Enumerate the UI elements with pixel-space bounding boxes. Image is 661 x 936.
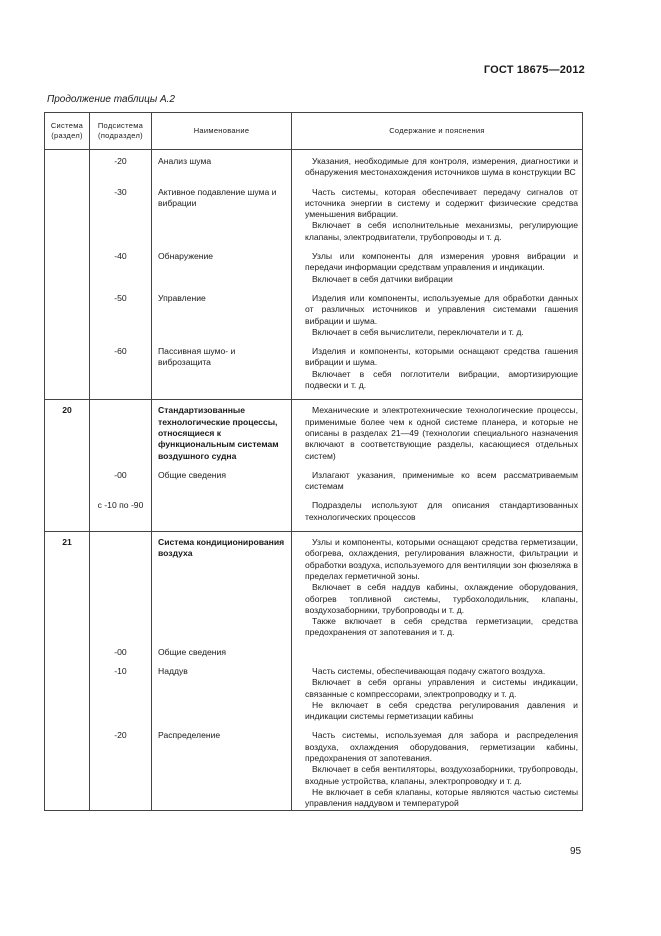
- table-row: [45, 400, 583, 470]
- name-cell: Анализ шума: [152, 150, 292, 187]
- content-paragraph: Включает в себя вентиляторы, воздухозаборники, трубопроводы, входные устройства, клапаны, электропроводку и т. д.: [305, 764, 578, 786]
- column-header-subsystem: Подсистема (подраздел): [90, 113, 152, 150]
- content-cell: [292, 730, 583, 810]
- content-cell: [292, 647, 583, 666]
- table-row: [45, 647, 583, 666]
- content-paragraph: Узлы и компоненты, которыми оснащают средства герметизации, обогрева, охлаждения, регулирования влажности, фильтрации и обработки воздуха, используемого для вентиляции зон фюзеляжа в пределах герметичной зоны.: [305, 537, 578, 581]
- content-paragraph: Включает в себя поглотители вибрации, амортизирующие подвески и т. д.: [305, 368, 578, 391]
- content-cell: [292, 150, 583, 187]
- column-header-name: Наименование: [152, 113, 292, 150]
- content-paragraph: Часть системы, обеспечивающая подачу сжатого воздуха.: [312, 665, 546, 676]
- table-header-row: [45, 113, 583, 150]
- content-paragraph: Также включает в себя средства герметизации, средства предохранения от запотевания и т. д.: [305, 616, 578, 638]
- content-paragraph: Изделия и компоненты, которыми оснащают средства гашения вибрации и шума.: [305, 346, 578, 368]
- system-code-cell: [45, 187, 90, 251]
- table-row: [45, 293, 583, 346]
- content-cell: [292, 346, 583, 400]
- subsystem-code-cell: -50: [90, 293, 152, 346]
- table-row: [45, 251, 583, 293]
- subsystem-code-cell: -20: [90, 730, 152, 810]
- content-cell: [292, 400, 583, 470]
- content-cell: [292, 187, 583, 251]
- content-paragraph: Часть системы, которая обеспечивает передачу сигналов от источника энергии в систему и содержит физические средства уменьшения вибрации.: [305, 186, 578, 220]
- table-row: [45, 532, 583, 647]
- subsystem-code-cell: -60: [90, 346, 152, 400]
- name-cell: Наддув: [152, 666, 292, 730]
- system-code-cell: [45, 293, 90, 346]
- content-cell: [292, 532, 583, 647]
- content-cell: [292, 500, 583, 531]
- subsystem-code-cell: -00: [90, 470, 152, 501]
- name-cell: Распределение: [152, 730, 292, 810]
- content-paragraph: Не включает в себя средства регулирования давления и индикации системы герметизации кабины: [305, 699, 578, 722]
- page-number: 95: [570, 846, 582, 857]
- standard-header: ГОСТ 18675—2012: [483, 64, 585, 76]
- table-row: [45, 346, 583, 400]
- name-cell: Активное подавление шума и вибрации: [152, 187, 292, 251]
- content-paragraph: Включает в себя вычислители, переключатели и т. д.: [312, 326, 524, 337]
- content-paragraph: Не включает в себя клапаны, которые являются частью системы управления наддувом и температурой: [305, 786, 578, 809]
- subsystem-code-cell: -00: [90, 647, 152, 666]
- name-cell: Стандартизованные технологические процессы, относящиеся к функциональным системам воздушного судна: [152, 400, 292, 470]
- content-cell: [292, 666, 583, 730]
- system-code-cell: [45, 666, 90, 730]
- name-cell: Система кондиционирования воздуха: [152, 532, 292, 647]
- subsystem-code-cell: [90, 400, 152, 470]
- table-row: [45, 730, 583, 810]
- table-row: [45, 666, 583, 730]
- system-code-cell: [45, 470, 90, 501]
- system-code-cell: [45, 251, 90, 293]
- table-body: [45, 150, 583, 811]
- content-cell: [292, 251, 583, 293]
- content-paragraph: Подразделы используют для описания стандартизованных технологических процессов: [305, 500, 578, 522]
- subsystem-code-cell: -10: [90, 666, 152, 730]
- table-row: [45, 150, 583, 187]
- subsystem-code-cell: -30: [90, 187, 152, 251]
- classification-table: [44, 112, 583, 811]
- table-row: [45, 187, 583, 251]
- table-row: [45, 470, 583, 501]
- content-paragraph: Излагают указания, применимые ко всем рассматриваемым системам: [305, 469, 578, 492]
- name-cell: Пассивная шумо- и виброзащита: [152, 346, 292, 400]
- system-code-cell: [45, 647, 90, 666]
- content-cell: [292, 470, 583, 501]
- subsystem-code-cell: с -10 по -90: [90, 500, 152, 531]
- name-cell: [152, 500, 292, 531]
- content-paragraph: Часть системы, используемая для забора и распределения воздуха, охлаждения оборудования, герметизации кабины, предохранения от запотевания.: [305, 730, 578, 764]
- subsystem-code-cell: [90, 532, 152, 647]
- name-cell: Управление: [152, 293, 292, 346]
- system-code-cell: [45, 150, 90, 187]
- content-paragraph: Включает в себя наддув кабины, охлаждение оборудования, обогрев топливной системы, турбохолодильник, клапаны, воздухозаборники, трубопроводы и т. д.: [305, 582, 578, 615]
- content-paragraph: Узлы или компоненты для измерения уровня вибрации и передачи информации средствам управления и индикации.: [305, 251, 578, 273]
- content-paragraph: Указания, необходимые для контроля, измерения, диагностики и обнаружения местонахождения источников шума в конструкции ВС: [305, 156, 578, 178]
- content-paragraph: Включает в себя органы управления и системы индикации, связанные с компрессорами, электропроводку и т. д.: [305, 677, 578, 699]
- name-cell: Общие сведения: [152, 647, 292, 666]
- table-row: [45, 500, 583, 531]
- system-code-cell: [45, 346, 90, 400]
- system-code-cell: 21: [45, 532, 90, 647]
- name-cell: Обнаружение: [152, 251, 292, 293]
- content-paragraph: Включает в себя датчики вибрации: [312, 273, 453, 284]
- content-paragraph: Изделия или компоненты, используемые для обработки данных от различных источников и управления системами гашения вибрации и шума.: [305, 292, 578, 326]
- system-code-cell: [45, 500, 90, 531]
- column-header-system: Система (раздел): [45, 113, 90, 150]
- name-cell: Общие сведения: [152, 470, 292, 501]
- content-paragraph: Включает в себя исполнительные механизмы, регулирующие клапаны, электродвигатели, трубопроводы и т. д.: [305, 220, 578, 242]
- subsystem-code-cell: -40: [90, 251, 152, 293]
- content-cell: [292, 293, 583, 346]
- table-caption: Продолжение таблицы А.2: [47, 94, 175, 105]
- system-code-cell: [45, 730, 90, 810]
- column-header-content: Содержание и пояснения: [292, 113, 583, 150]
- system-code-cell: 20: [45, 400, 90, 470]
- content-paragraph: Механические и электротехнические технологические процессы, применимые более чем к одной системе планера, и которые не описаны в разделах 21—49 (технологии специального назначения включают в соответствующие разделы, касающиеся отдельных систем): [305, 405, 578, 461]
- subsystem-code-cell: -20: [90, 150, 152, 187]
